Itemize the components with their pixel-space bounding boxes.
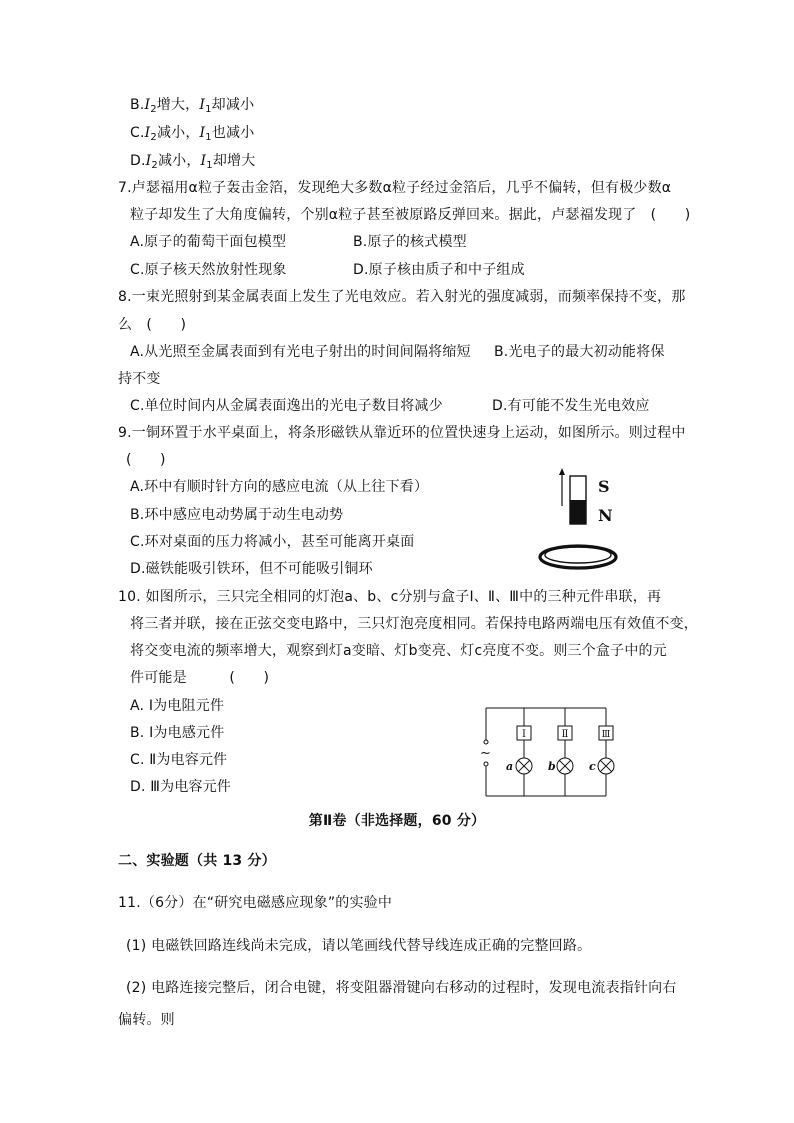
lamp-a-icon (516, 758, 532, 774)
magnet-n-label: N (598, 506, 613, 525)
lamp-b-label: b (548, 760, 556, 773)
q10-option-c: C. Ⅱ为电容元件 (130, 752, 228, 768)
var-i: I (200, 153, 207, 169)
subscript: 1 (205, 104, 212, 115)
q9-option-a: A.环中有顺时针方向的感应电流（从上往下看） (130, 479, 429, 495)
box-2 (558, 726, 572, 740)
lamp-c-label: c (589, 760, 596, 773)
q8-option-b: B.光电子的最大初动能将保 (494, 344, 665, 360)
q9-option-d: D.磁铁能吸引铁环，但不可能吸引铜环 (130, 561, 373, 577)
q8-stem-line2: 么 ( ) (118, 317, 187, 333)
q11-stem: 11.（6分）在“研究电磁感应现象”的实验中 (118, 895, 393, 911)
box-1 (517, 726, 531, 740)
q10-option-d: D. Ⅲ为电容元件 (130, 779, 232, 795)
q11-sub2-line1: (2) 电路连接完整后，闭合电键，将变阻器滑键向右移动的过程时，发现电流表指针向右 (126, 980, 677, 996)
q6-option-c (130, 124, 254, 142)
section2-title: 二、实验题（共 13 分） (118, 853, 276, 869)
q8-option-a: A.从光照至金属表面到有光电子射出的时间间隔将缩短 (130, 344, 471, 360)
lamp-c-icon (598, 758, 614, 774)
var-i: I (145, 153, 152, 169)
box-1-label: Ⅰ (522, 729, 526, 740)
box-3 (599, 726, 613, 740)
q7-option-c: C.原子核天然放射性现象 (130, 262, 287, 278)
subscript: 2 (151, 160, 158, 171)
q6-option-d (130, 152, 255, 170)
var-i: I (144, 97, 151, 113)
q11-sub2-line2: 偏转。则 (118, 1012, 175, 1028)
var-i: I (199, 125, 206, 141)
option-text: 却减小 (211, 97, 255, 113)
option-text: 减小， (157, 153, 201, 169)
q7-option-d: D.原子核由质子和中子组成 (353, 262, 525, 278)
q11-sub1: (1) 电磁铁回路连线尚未完成，请以笔画线代替导线连成正确的完整回路。 (126, 938, 592, 954)
option-text: 也减小 (211, 125, 255, 141)
q7-stem-line2: 粒子却发生了大角度偏转，个别α粒子甚至被原路反弹回来。据此，卢瑟福发现了 ( ) (130, 207, 691, 223)
option-prefix: D. (130, 153, 146, 169)
q10-option-a: A. Ⅰ为电阻元件 (130, 698, 225, 714)
q9-option-b: B.环中感应电动势属于动生电动势 (130, 507, 344, 523)
q8-option-d: D.有可能不发生光电效应 (492, 398, 650, 414)
lamp-a-label: a (506, 760, 514, 773)
option-prefix: C. (130, 125, 145, 141)
up-arrow-icon (559, 468, 565, 506)
q7-option-b: B.原子的核式模型 (353, 234, 467, 250)
lamp-b-icon (557, 758, 573, 774)
subscript: 2 (150, 132, 157, 143)
q10-stem-line1: 10. 如图所示，三只完全相同的灯泡a、b、c分别与盒子Ⅰ、Ⅱ、Ⅲ中的三种元件串联，再 (118, 589, 662, 605)
var-i: I (199, 97, 206, 113)
q10-circuit-diagram (476, 700, 616, 800)
copper-ring (540, 546, 616, 568)
subscript: 1 (206, 160, 213, 171)
option-text: 却增大 (212, 153, 256, 169)
q7-stem-line1: 7.卢瑟福用α粒子轰击金箔，发现绝大多数α粒子经过金箔后，几乎不偏转，但有极少数α (118, 180, 672, 196)
option-prefix: B. (130, 97, 145, 113)
q10-stem-line3: 将交变电流的频率增大，观察到灯a变暗、灯b变亮、灯c亮度不变。则三个盒子中的元 (130, 643, 667, 659)
box-2-label: Ⅱ (561, 729, 569, 740)
subscript: 1 (205, 132, 212, 143)
q9-stem-line1: 9.一铜环置于水平桌面上，将条形磁铁从靠近环的位置快速身上运动，如图所示。则过程中 (118, 425, 686, 441)
ac-symbol: ~ (480, 746, 491, 761)
bar-magnet (570, 476, 586, 524)
q10-stem-line2: 将三者并联，接在正弦交变电路中，三只灯泡亮度相同。若保持电路两端电压有效值不变， (130, 616, 698, 632)
var-i: I (144, 125, 151, 141)
q10-option-b: B. Ⅰ为电感元件 (130, 725, 225, 741)
part2-title: 第Ⅱ卷（非选择题，60 分） (308, 813, 486, 829)
q8-stem-line1: 8.一束光照射到某金属表面上发生了光电效应。若入射光的强度减弱，而频率保持不变，那 (118, 289, 686, 305)
q9-magnet-ring-figure (540, 462, 640, 577)
q9-option-c: C.环对桌面的压力将减小，甚至可能离开桌面 (130, 534, 415, 550)
q10-stem-line4: 件可能是 ( ) (130, 670, 270, 686)
option-text: 增大， (156, 97, 200, 113)
option-text: 减小， (156, 125, 200, 141)
magnet-s-label: S (598, 477, 610, 496)
q8-option-b-cont: 持不变 (118, 371, 161, 387)
q9-stem-line2: ( ) (126, 452, 166, 468)
box-3-label: Ⅲ (601, 730, 611, 740)
q6-option-b (130, 96, 254, 114)
subscript: 2 (150, 104, 157, 115)
ac-source (480, 740, 491, 766)
q7-option-a: A.原子的葡萄干面包模型 (130, 234, 287, 250)
q8-option-c: C.单位时间内从金属表面逸出的光电子数目将减少 (130, 398, 443, 414)
